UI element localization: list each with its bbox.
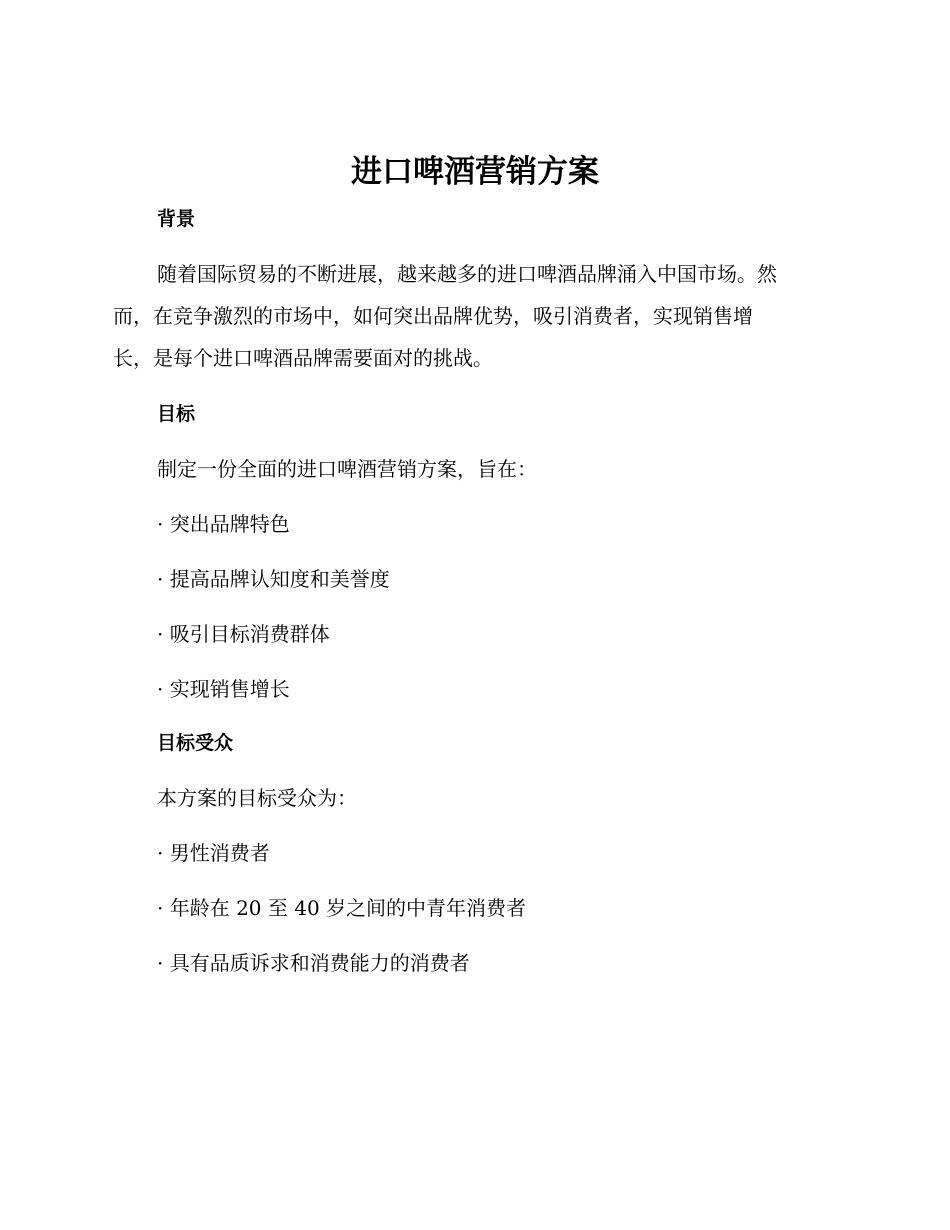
- goals-bullet-item: · 突出品牌特色: [157, 512, 290, 536]
- goals-bullet-item: · 吸引目标消费群体: [157, 622, 330, 646]
- goals-bullet-item: · 提高品牌认知度和美誉度: [157, 567, 390, 591]
- goals-intro: 制定一份全面的进口啤酒营销方案，旨在：: [157, 457, 537, 481]
- background-paragraph-line: 长，是每个进口啤酒品牌需要面对的挑战。: [113, 346, 493, 370]
- audience-bullet-item: · 年龄在 20 至 40 岁之间的中青年消费者: [157, 896, 527, 920]
- audience-bullet-item: · 具有品质诉求和消费能力的消费者: [157, 951, 470, 975]
- section-heading-background: 背景: [157, 208, 196, 230]
- audience-bullet-item: · 男性消费者: [157, 841, 270, 865]
- background-paragraph-line: 而，在竞争激烈的市场中，如何突出品牌优势，吸引消费者，实现销售增: [113, 304, 753, 328]
- section-heading-audience: 目标受众: [157, 732, 234, 754]
- background-paragraph-line: 随着国际贸易的不断进展，越来越多的进口啤酒品牌涌入中国市场。然: [157, 262, 777, 286]
- audience-intro: 本方案的目标受众为：: [157, 786, 357, 810]
- goals-bullet-item: · 实现销售增长: [157, 677, 290, 701]
- document-title: 进口啤酒营销方案: [351, 154, 599, 190]
- section-heading-goals: 目标: [157, 403, 196, 425]
